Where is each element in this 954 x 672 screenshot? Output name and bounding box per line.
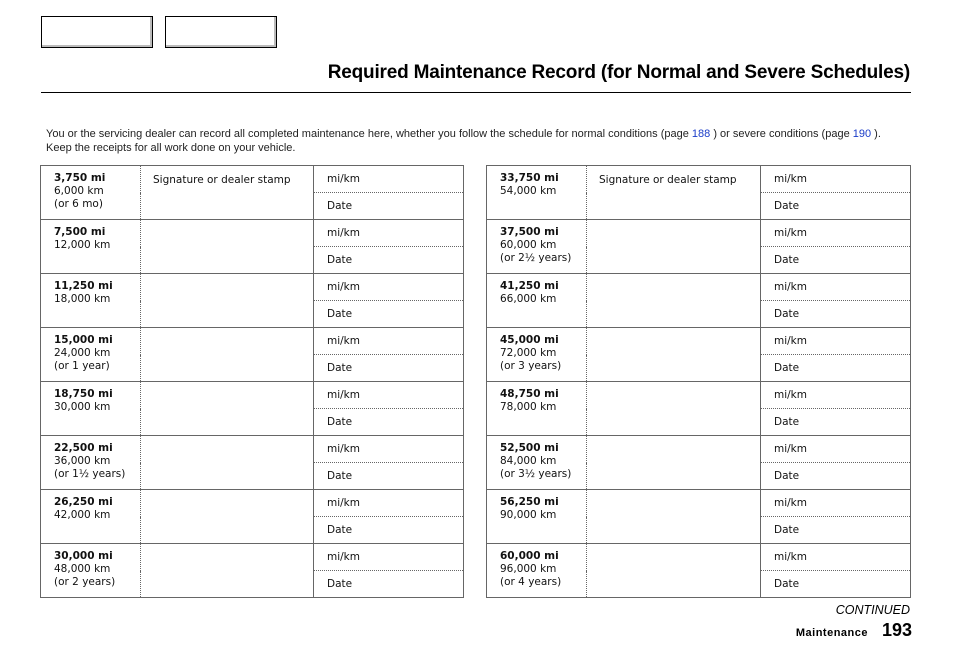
signature-cell[interactable] bbox=[587, 166, 761, 220]
mileage-cell[interactable] bbox=[761, 490, 911, 517]
interval-miles: 30,000 mi bbox=[54, 550, 113, 562]
interval-km: 90,000 km bbox=[500, 509, 557, 521]
mileage-label: mi/km bbox=[327, 443, 360, 455]
mileage-cell[interactable] bbox=[314, 220, 464, 247]
interval-km: 54,000 km bbox=[500, 185, 557, 197]
record-row bbox=[41, 166, 464, 193]
page-number: 193 bbox=[881, 620, 912, 640]
date-label: Date bbox=[774, 416, 800, 428]
date-label: Date bbox=[327, 524, 353, 536]
interval-miles: 37,500 mi bbox=[500, 226, 559, 238]
date-cell[interactable] bbox=[761, 517, 911, 544]
interval-km: 42,000 km bbox=[54, 509, 111, 521]
mileage-cell[interactable] bbox=[761, 220, 911, 247]
interval-miles: 3,750 mi bbox=[54, 172, 106, 184]
record-row bbox=[41, 544, 464, 571]
mileage-label: mi/km bbox=[327, 551, 360, 563]
date-cell[interactable] bbox=[761, 463, 911, 490]
title-divider bbox=[41, 92, 911, 93]
date-label: Date bbox=[774, 200, 800, 212]
date-label: Date bbox=[327, 416, 353, 428]
signature-cell[interactable] bbox=[587, 490, 761, 544]
maintenance-record-table-left bbox=[40, 165, 464, 598]
mileage-label: mi/km bbox=[327, 281, 360, 293]
record-row bbox=[487, 166, 911, 193]
signature-cell[interactable] bbox=[141, 490, 314, 544]
intro-text-3: ). Keep the receipts for all work done on your vehicle. bbox=[46, 128, 881, 154]
signature-cell[interactable] bbox=[587, 544, 761, 598]
interval-time: (or 1 year) bbox=[54, 360, 110, 372]
date-label: Date bbox=[327, 308, 353, 320]
date-cell[interactable] bbox=[314, 463, 464, 490]
interval-miles: 7,500 mi bbox=[54, 226, 106, 238]
intro-text-1: You or the servicing dealer can record all completed maintenance here, whether you follow the schedule for normal conditions (page bbox=[46, 128, 692, 140]
signature-cell[interactable] bbox=[141, 166, 314, 220]
signature-cell[interactable] bbox=[587, 328, 761, 382]
interval-time: (or 4 years) bbox=[500, 576, 562, 588]
date-cell[interactable] bbox=[761, 571, 911, 598]
mileage-label: mi/km bbox=[774, 227, 807, 239]
signature-cell[interactable] bbox=[587, 436, 761, 490]
date-cell[interactable] bbox=[761, 193, 911, 220]
interval-miles: 60,000 mi bbox=[500, 550, 559, 562]
signature-cell[interactable] bbox=[141, 274, 314, 328]
page-title: Required Maintenance Record (for Normal and Severe Schedules) bbox=[327, 62, 910, 83]
mileage-label: mi/km bbox=[327, 389, 360, 401]
date-label: Date bbox=[327, 362, 353, 374]
date-cell[interactable] bbox=[314, 355, 464, 382]
interval-km: 18,000 km bbox=[54, 293, 111, 305]
interval-miles: 26,250 mi bbox=[54, 496, 113, 508]
interval-cell bbox=[487, 166, 587, 220]
date-label: Date bbox=[327, 254, 353, 266]
date-label: Date bbox=[327, 578, 353, 590]
date-cell[interactable] bbox=[314, 409, 464, 436]
interval-miles: 48,750 mi bbox=[500, 388, 559, 400]
signature-cell[interactable] bbox=[587, 382, 761, 436]
page-188-link[interactable]: 188 bbox=[691, 128, 711, 140]
signature-cell[interactable] bbox=[587, 220, 761, 274]
mileage-cell[interactable] bbox=[314, 382, 464, 409]
intro-paragraph bbox=[46, 128, 908, 155]
mileage-label: mi/km bbox=[327, 173, 360, 185]
mileage-cell[interactable] bbox=[761, 166, 911, 193]
record-row bbox=[41, 274, 464, 301]
mileage-cell[interactable] bbox=[761, 328, 911, 355]
date-cell[interactable] bbox=[314, 193, 464, 220]
interval-miles: 52,500 mi bbox=[500, 442, 559, 454]
signature-cell[interactable] bbox=[141, 436, 314, 490]
mileage-label: mi/km bbox=[774, 389, 807, 401]
interval-miles: 56,250 mi bbox=[500, 496, 559, 508]
interval-time: (or 3½ years) bbox=[500, 468, 572, 480]
record-row bbox=[487, 220, 911, 247]
mileage-label: mi/km bbox=[774, 443, 807, 455]
mileage-label: mi/km bbox=[774, 281, 807, 293]
date-cell[interactable] bbox=[761, 301, 911, 328]
mileage-label: mi/km bbox=[774, 497, 807, 509]
interval-km: 24,000 km bbox=[54, 347, 111, 359]
signature-cell[interactable] bbox=[141, 220, 314, 274]
record-row bbox=[487, 328, 911, 355]
interval-cell bbox=[41, 544, 141, 598]
interval-km: 6,000 km bbox=[54, 185, 104, 197]
interval-km: 36,000 km bbox=[54, 455, 111, 467]
interval-cell bbox=[41, 490, 141, 544]
date-cell[interactable] bbox=[314, 247, 464, 274]
record-row bbox=[41, 490, 464, 517]
signature-cell[interactable] bbox=[141, 328, 314, 382]
interval-time: (or 3 years) bbox=[500, 360, 562, 372]
mileage-cell[interactable] bbox=[314, 544, 464, 571]
interval-km: 72,000 km bbox=[500, 347, 557, 359]
interval-cell bbox=[41, 436, 141, 490]
interval-cell bbox=[487, 490, 587, 544]
maintenance-record-table-right bbox=[486, 165, 911, 598]
interval-km: 66,000 km bbox=[500, 293, 557, 305]
mileage-cell[interactable] bbox=[761, 544, 911, 571]
interval-km: 30,000 km bbox=[54, 401, 111, 413]
signature-header: Signature or dealer stamp bbox=[599, 174, 737, 186]
record-row bbox=[487, 382, 911, 409]
interval-miles: 18,750 mi bbox=[54, 388, 113, 400]
mileage-cell[interactable] bbox=[761, 274, 911, 301]
record-row bbox=[487, 274, 911, 301]
date-label: Date bbox=[774, 308, 800, 320]
date-label: Date bbox=[327, 470, 353, 482]
interval-cell bbox=[487, 382, 587, 436]
mileage-cell[interactable] bbox=[314, 328, 464, 355]
date-cell[interactable] bbox=[761, 409, 911, 436]
mileage-label: mi/km bbox=[774, 335, 807, 347]
mileage-label: mi/km bbox=[774, 551, 807, 563]
record-row bbox=[41, 436, 464, 463]
date-label: Date bbox=[774, 254, 800, 266]
interval-time: (or 2 years) bbox=[54, 576, 116, 588]
date-cell[interactable] bbox=[761, 355, 911, 382]
section-name: Maintenance bbox=[795, 627, 868, 639]
interval-km: 12,000 km bbox=[54, 239, 111, 251]
mileage-label: mi/km bbox=[774, 173, 807, 185]
record-row bbox=[487, 544, 911, 571]
signature-header: Signature or dealer stamp bbox=[153, 174, 291, 186]
page-190-link[interactable]: 190 bbox=[852, 128, 872, 140]
interval-miles: 22,500 mi bbox=[54, 442, 113, 454]
mileage-cell[interactable] bbox=[761, 436, 911, 463]
interval-time: (or 1½ years) bbox=[54, 468, 126, 480]
interval-cell bbox=[487, 328, 587, 382]
signature-cell[interactable] bbox=[587, 274, 761, 328]
interval-time: (or 2½ years) bbox=[500, 252, 572, 264]
record-row bbox=[41, 382, 464, 409]
interval-km: 60,000 km bbox=[500, 239, 557, 251]
interval-km: 96,000 km bbox=[500, 563, 557, 575]
mileage-label: mi/km bbox=[327, 497, 360, 509]
previous-page-button[interactable] bbox=[41, 16, 153, 48]
date-cell[interactable] bbox=[761, 247, 911, 274]
signature-cell[interactable] bbox=[141, 544, 314, 598]
interval-time: (or 6 mo) bbox=[54, 198, 103, 210]
interval-km: 84,000 km bbox=[500, 455, 557, 467]
date-label: Date bbox=[774, 470, 800, 482]
interval-km: 78,000 km bbox=[500, 401, 557, 413]
mileage-cell[interactable] bbox=[314, 436, 464, 463]
next-page-button[interactable] bbox=[165, 16, 277, 48]
record-row bbox=[487, 490, 911, 517]
date-label: Date bbox=[774, 362, 800, 374]
mileage-cell[interactable] bbox=[314, 490, 464, 517]
interval-miles: 41,250 mi bbox=[500, 280, 559, 292]
interval-miles: 45,000 mi bbox=[500, 334, 559, 346]
interval-cell bbox=[41, 220, 141, 274]
interval-cell bbox=[41, 166, 141, 220]
interval-cell bbox=[487, 544, 587, 598]
signature-cell[interactable] bbox=[141, 382, 314, 436]
interval-cell bbox=[487, 274, 587, 328]
date-label: Date bbox=[327, 200, 353, 212]
date-cell[interactable] bbox=[314, 301, 464, 328]
record-row bbox=[41, 220, 464, 247]
interval-cell bbox=[41, 328, 141, 382]
mileage-label: mi/km bbox=[327, 335, 360, 347]
interval-km: 48,000 km bbox=[54, 563, 111, 575]
record-row bbox=[487, 436, 911, 463]
interval-miles: 33,750 mi bbox=[500, 172, 559, 184]
mileage-cell[interactable] bbox=[314, 274, 464, 301]
date-cell[interactable] bbox=[314, 517, 464, 544]
interval-cell bbox=[41, 382, 141, 436]
continued-label: CONTINUED bbox=[835, 603, 910, 617]
date-label: Date bbox=[774, 524, 800, 536]
mileage-cell[interactable] bbox=[314, 166, 464, 193]
date-label: Date bbox=[774, 578, 800, 590]
interval-cell bbox=[487, 436, 587, 490]
interval-cell bbox=[487, 220, 587, 274]
date-cell[interactable] bbox=[314, 571, 464, 598]
mileage-cell[interactable] bbox=[761, 382, 911, 409]
interval-miles: 11,250 mi bbox=[54, 280, 113, 292]
interval-cell bbox=[41, 274, 141, 328]
mileage-label: mi/km bbox=[327, 227, 360, 239]
intro-text-2: ) or severe conditions (page bbox=[710, 128, 853, 140]
interval-miles: 15,000 mi bbox=[54, 334, 113, 346]
record-row bbox=[41, 328, 464, 355]
